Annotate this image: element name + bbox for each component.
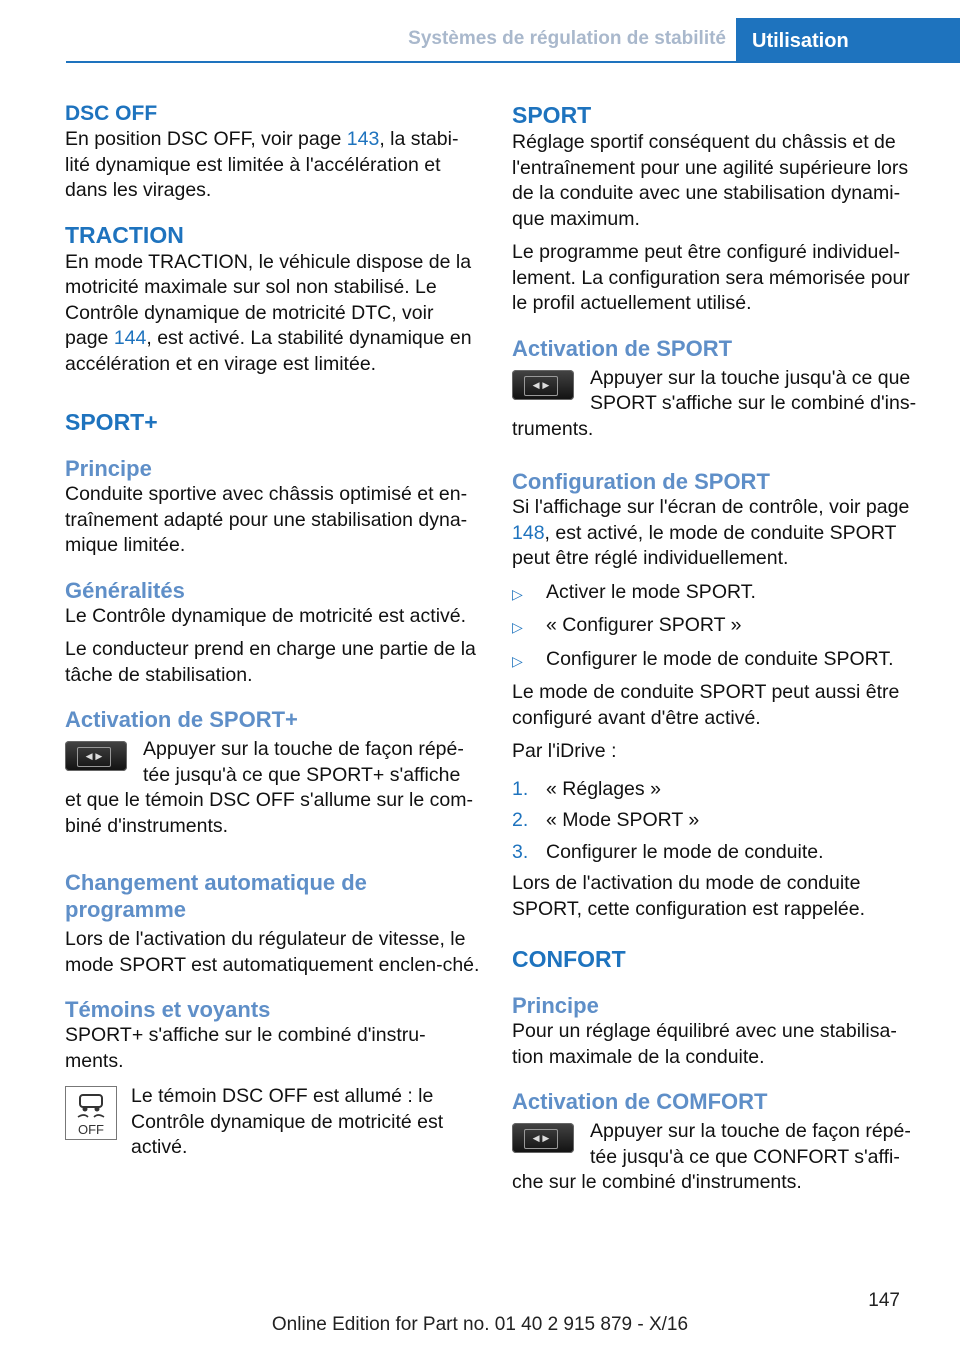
- header-chapter-tab: Utilisation: [736, 18, 960, 62]
- list-item: 1. « Réglages »: [512, 777, 661, 800]
- changement-heading: Changement automatique de programme: [65, 870, 367, 922]
- config-bullet-list: [512, 580, 927, 675]
- sport-heading: SPORT: [512, 102, 592, 128]
- page-header: [0, 0, 960, 66]
- principe-heading: Principe: [65, 456, 152, 481]
- traction-heading: TRACTION: [65, 221, 184, 248]
- changement-paragraph: Lors de l'activation du régulateur de vitesse, le mode SPORT est automatiquement enclen-ché.: [65, 928, 480, 976]
- sport-paragraph-2: Le programme peut être configuré individuel-lement. La configuration sera mémorisée pour le profil actuellement utilisé.: [512, 241, 910, 314]
- page-link-144[interactable]: 144: [113, 327, 147, 349]
- idrive-paragraph: Par l'iDrive :: [512, 740, 617, 762]
- config-sport-heading: Configuration de SPORT: [512, 469, 770, 494]
- driving-mode-switch-icon: ◀ ▶: [512, 1123, 574, 1153]
- list-item: ▷ « Configurer SPORT »: [512, 613, 927, 641]
- dsc-icon-label: OFF: [78, 1122, 104, 1137]
- generalites-heading: Généralités: [65, 577, 185, 603]
- activation-sport-plus-heading: Activation de SPORT+: [65, 707, 298, 732]
- list-item: ▷ Activer le mode SPORT.: [512, 580, 927, 608]
- sport-plus-heading: SPORT+: [65, 409, 158, 435]
- triangle-bullet-icon: ▷: [512, 652, 523, 669]
- header-rule: [66, 61, 960, 63]
- triangle-bullet-icon: ▷: [512, 585, 523, 602]
- generalites-paragraph-1: Le Contrôle dynamique de motricité est activé.: [65, 604, 467, 627]
- header-section-title: Systèmes de régulation de stabilité: [408, 28, 726, 49]
- sport-paragraph-1: Réglage sportif conséquent du châssis et de l'entraînement pour une agilité supérieure lors de la conduite avec une stabilisation dynami-que maximum.: [512, 131, 909, 230]
- activation-sport-block: [512, 362, 927, 443]
- driving-mode-switch-icon: ◀ ▶: [512, 370, 574, 400]
- footer-edition: Online Edition for Part no. 01 40 2 915 879 - X/16: [271, 1314, 689, 1335]
- activation-sport-plus-paragraph: Appuyer sur la touche de façon répé-tée jusqu'à ce que SPORT+ s'affiche et que le témoin DSC OFF s'allume sur le com-biné d'instruments.: [65, 738, 473, 837]
- triangle-bullet-icon: ▷: [512, 619, 523, 635]
- idrive-step-list: [512, 777, 927, 866]
- dsc-off-warning-icon: [65, 1086, 117, 1140]
- dsc-off-indicator-block: [65, 1084, 480, 1161]
- config-sport-paragraph: Si l'affichage sur l'écran de contrôle, voir page 148, est activé, le mode de conduite SPORT peut être réglé individuellement.: [512, 496, 910, 569]
- generalites-paragraph-2: Le conducteur prend en charge une partie de la tâche de stabilisation.: [65, 638, 476, 686]
- recall-paragraph: Lors de l'activation du mode de conduite SPORT, cette configuration est rappelée.: [512, 872, 866, 920]
- dsc-off-paragraph: En position DSC OFF, voir page 143, la stabi-lité dynamique est limitée à l'accélération et dans les virages.: [65, 128, 459, 201]
- activation-sport-paragraph: Appuyer sur la touche jusqu'à ce que SPORT s'affiche sur le combiné d'ins-truments.: [512, 366, 917, 440]
- principe-confort-heading: Principe: [512, 993, 599, 1018]
- right-column: [512, 100, 927, 1196]
- page-number: 147: [868, 1290, 900, 1311]
- temoins-heading: Témoins et voyants: [65, 997, 271, 1022]
- temoins-paragraph: SPORT+ s'affiche sur le combiné d'instru-ments.: [65, 1024, 426, 1072]
- page-link-148[interactable]: 148: [512, 521, 545, 544]
- activation-sport-heading: Activation de SPORT: [512, 335, 733, 361]
- list-item: ▷ Configurer le mode de conduite SPORT.: [512, 647, 927, 675]
- config-paragraph-3: Le mode de conduite SPORT peut aussi être configuré avant d'être activé.: [512, 681, 900, 729]
- principe-confort-paragraph: Pour un réglage équilibré avec une stabilisa-tion maximale de la conduite.: [512, 1020, 897, 1068]
- traction-paragraph: En mode TRACTION, le véhicule dispose de la motricité maximale sur sol non stabilisé. Le Contrôle dynamique de motricité DTC, voir page 144, est activé. La stabilité dynamique en accélération et en virage est limitée.: [65, 250, 472, 375]
- list-item: 3. Configurer le mode de conduite.: [512, 840, 824, 863]
- activation-confort-paragraph: Appuyer sur la touche de façon répé-tée jusqu'à ce que CONFORT s'affi-che sur le combiné d'instruments.: [512, 1120, 911, 1193]
- activation-sport-plus-block: [65, 733, 480, 839]
- confort-heading: CONFORT: [512, 946, 626, 972]
- activation-confort-heading: Activation de COMFORT: [512, 1089, 768, 1114]
- dsc-off-heading: DSC OFF: [65, 102, 158, 125]
- left-column: [65, 100, 480, 1161]
- temoin-dsc-paragraph: Le témoin DSC OFF est allumé : le Contrôle dynamique de motricité est activé.: [131, 1085, 444, 1158]
- driving-mode-switch-icon: ◀ ▶: [65, 741, 127, 771]
- principe-paragraph: Conduite sportive avec châssis optimisé et en-traînement adapté pour une stabilisation dyna-mique limitée.: [65, 483, 468, 556]
- page-link-143[interactable]: 143: [346, 128, 380, 150]
- activation-confort-block: [512, 1115, 927, 1196]
- list-item: 2. « Mode SPORT »: [512, 809, 700, 831]
